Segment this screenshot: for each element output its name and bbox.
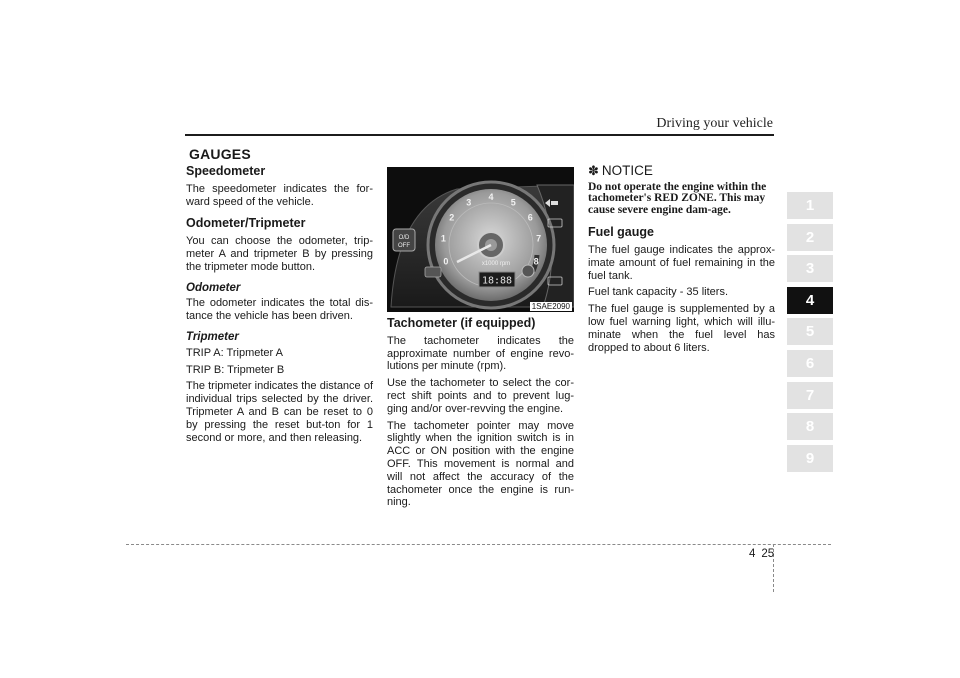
tachometer-illustration xyxy=(387,167,574,312)
fuel-gauge-paragraph-1: The fuel gauge indicates the approx-imate amount of fuel remaining in the fuel tank. xyxy=(588,244,775,282)
gauge-number-5: 5 xyxy=(510,197,516,208)
gauge-number-0: 0 xyxy=(443,256,449,267)
chapter-tab-7: 7 xyxy=(787,382,833,409)
tachometer-drawing xyxy=(387,167,574,312)
od-off-button-top: O/D xyxy=(398,235,410,241)
odometer-text: The odometer indicates the total dis-tance the vehicle has been driven. xyxy=(186,297,373,323)
trip-a-text: TRIP A: Tripmeter A xyxy=(186,346,283,359)
notice-heading-label: NOTICE xyxy=(601,163,653,178)
odometer-tripmeter-text: You can choose the odometer, trip-meter A and tripmeter B by pressing the tripmeter mode button. xyxy=(186,235,373,273)
page-index: 25 xyxy=(761,548,775,560)
chapter-tab-9: 9 xyxy=(787,445,833,472)
chapter-tab-5: 5 xyxy=(787,318,833,345)
gauge-number-8: 8 xyxy=(533,256,539,267)
gauge-number-3: 3 xyxy=(466,197,472,208)
tachometer-paragraph-3: The tachometer pointer may move slightly when the ignition switch is in ACC or ON position with the engine OFF. This movement is normal and will not affect the accuracy of the tachometer once the engine is run-ning. xyxy=(387,419,574,509)
odometer-heading: Odometer xyxy=(186,281,241,294)
fuel-gauge-paragraph-2: Fuel tank capacity - 35 liters. xyxy=(588,286,729,299)
column-middle xyxy=(387,317,574,513)
speedometer-text: The speedometer indicates the for-ward speed of the vehicle. xyxy=(186,182,373,208)
chapter-tab-3: 3 xyxy=(787,255,833,282)
tripmeter-heading: Tripmeter xyxy=(186,330,239,343)
odometer-tripmeter-heading: Odometer/Tripmeter xyxy=(186,216,306,231)
notice-asterisk-icon: ✽ xyxy=(588,163,599,178)
chapter-tab-6: 6 xyxy=(787,350,833,377)
tachometer-paragraph-1: The tachometer indicates the approximate number of engine revo-lutions per minute (rpm). xyxy=(387,334,574,373)
running-header: Driving your vehicle xyxy=(656,116,773,131)
figure-code: 1SAE2090 xyxy=(531,302,570,311)
page-number xyxy=(749,548,774,560)
tripmeter-text: The tripmeter indicates the distance of individual trips selected by the driver. Tripmeter A and B can be reset to 0 by pressing the reset but-ton for 1 second or more, and then releasing. xyxy=(186,380,373,444)
od-off-button-bottom: OFF xyxy=(398,243,410,249)
tachometer-heading: Tachometer (if equipped) xyxy=(387,316,536,330)
column-left xyxy=(186,165,373,448)
section-heading: GAUGES xyxy=(189,146,251,162)
notice-text: Do not operate the engine within the tachometer's RED ZONE. This may cause severe engine dam-age. xyxy=(588,180,767,216)
gauge-number-2: 2 xyxy=(449,212,455,223)
rpm-unit-label: x1000 rpm xyxy=(481,261,511,267)
gauge-number-1: 1 xyxy=(440,233,446,244)
page-chapter: 4 xyxy=(749,548,756,560)
trip-b-text: TRIP B: Tripmeter B xyxy=(186,363,285,376)
fuel-gauge-heading: Fuel gauge xyxy=(588,225,654,240)
gauge-number-4: 4 xyxy=(488,192,494,202)
gauge-number-6: 6 xyxy=(527,212,533,223)
tachometer-paragraph-2: Use the tachometer to select the cor-rect shift points and to prevent lug-ging and/or over-revving the engine. xyxy=(387,377,574,415)
footer-rule xyxy=(126,544,831,545)
chapter-tab-2: 2 xyxy=(787,224,833,251)
chapter-tabs xyxy=(787,192,833,476)
speedometer-heading: Speedometer xyxy=(186,164,266,178)
header-rule xyxy=(185,134,774,136)
fuel-gauge-paragraph-3: The fuel gauge is supplemented by a low fuel warning light, which will illu-minate when the fuel level has dropped to about 6 liters. xyxy=(588,303,775,354)
odometer-display: 18:88 xyxy=(481,275,513,287)
chapter-tab-4: 4 xyxy=(787,287,833,314)
chapter-tab-8: 8 xyxy=(787,413,833,440)
chapter-tab-1: 1 xyxy=(787,192,833,219)
column-right xyxy=(588,165,775,358)
gauge-number-7: 7 xyxy=(536,233,542,244)
notice-heading xyxy=(588,165,775,178)
